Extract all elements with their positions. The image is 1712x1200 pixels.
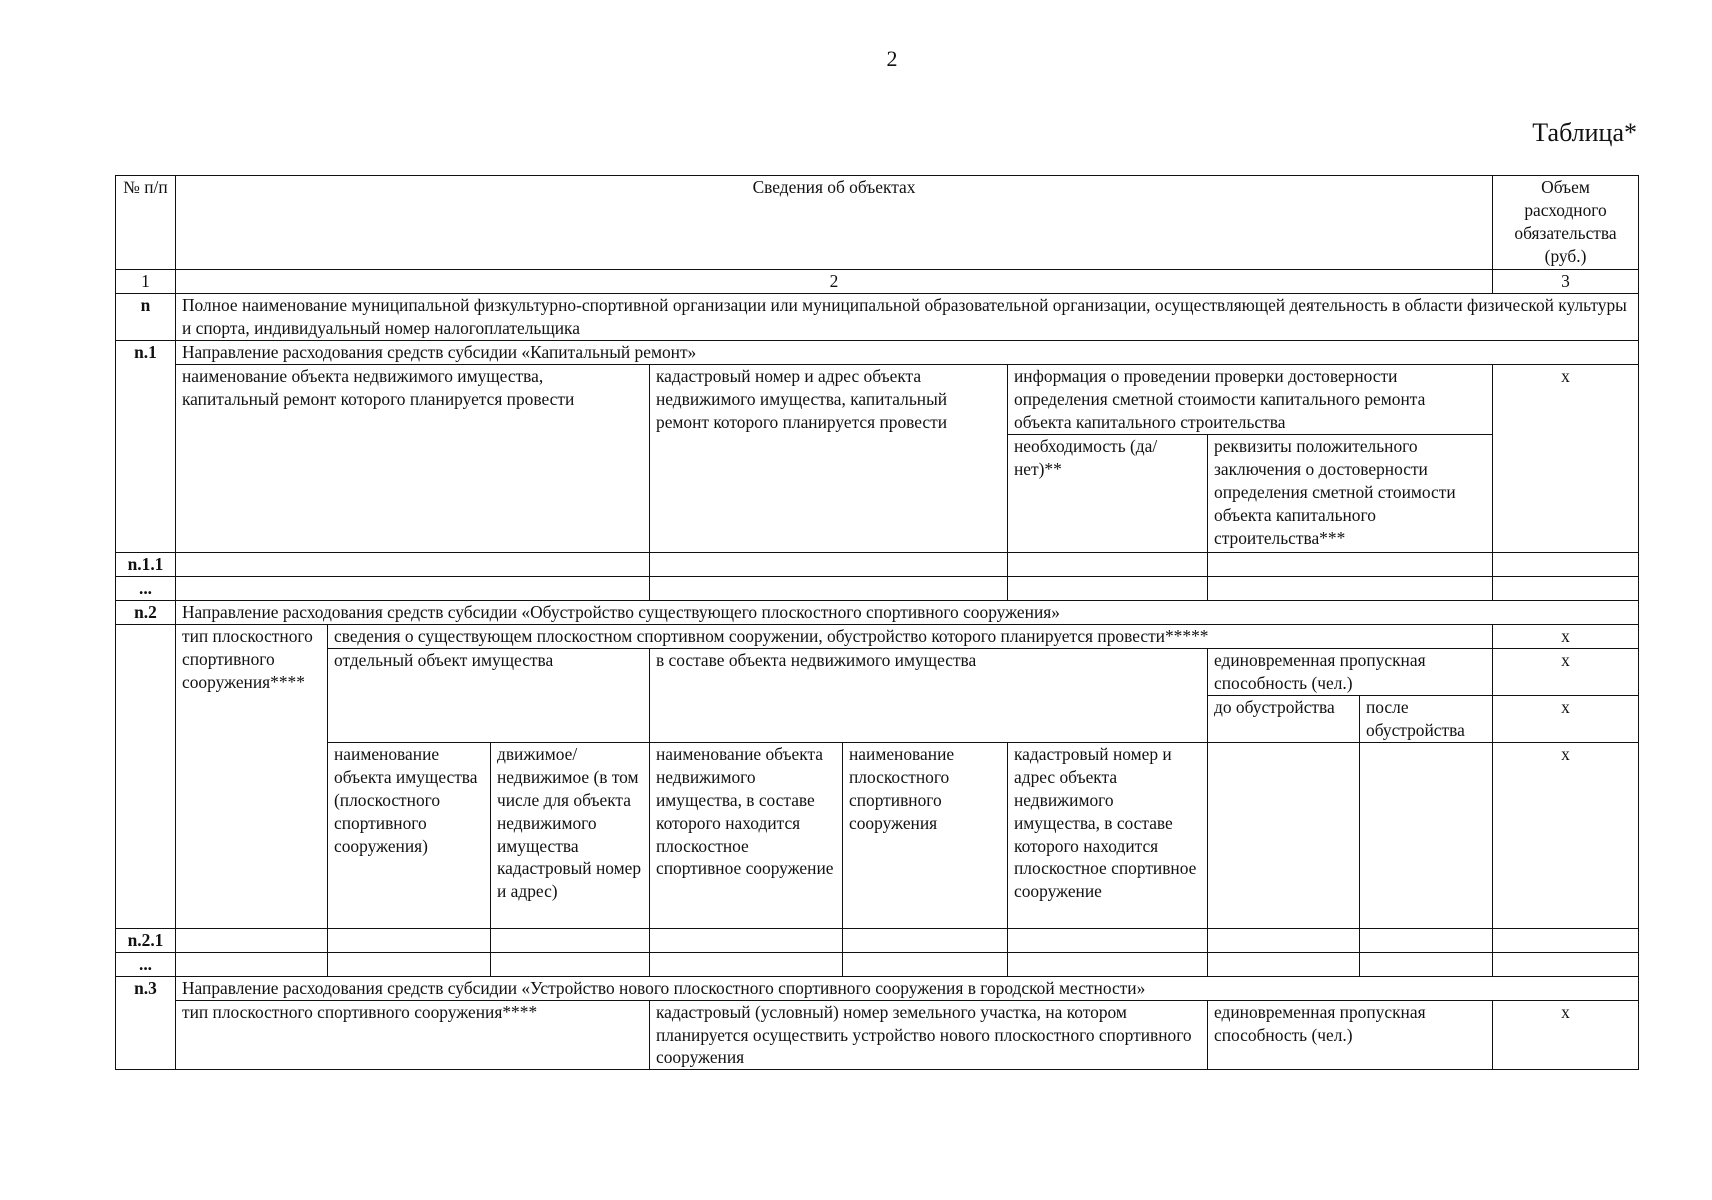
empty-cell — [843, 928, 1008, 952]
section-2-data-row — [116, 928, 1639, 952]
empty-cell — [328, 952, 491, 976]
empty-cell — [1008, 576, 1208, 600]
empty-cell — [328, 928, 491, 952]
section-2-x: x — [1493, 695, 1639, 742]
section-3-title-row — [116, 976, 1639, 1000]
section-2-x: x — [1493, 624, 1639, 648]
section-3-col-cadastral: кадастровый (условный) номер земельного участка, на котором планируется осуществить устройство нового плоскостного спортивного сооружения — [650, 1000, 1208, 1070]
section-3-col-type: тип плоскостного спортивного сооружения**** — [176, 1000, 650, 1070]
section-2-header-row — [116, 624, 1639, 648]
empty-cell — [1208, 952, 1360, 976]
table-title: Таблица* — [1532, 118, 1637, 147]
section-2-col-realty-name: наименование объекта недвижимого имущества, в составе которого находится плоскостное спортивное сооружение — [650, 742, 843, 928]
section-1-col-name: наименование объекта недвижимого имущества, капитальный ремонт которого планируется провести — [176, 364, 650, 552]
section-2-subheader-row — [116, 648, 1639, 695]
empty-cell — [1008, 552, 1208, 576]
section-2-col-separate: отдельный объект имущества — [328, 648, 650, 742]
section-2-col-info: сведения о существующем плоскостном спортивном сооружении, обустройство которого планируется провести***** — [328, 624, 1493, 648]
header-row — [116, 176, 1639, 270]
section-1-col-cadastral: кадастровый номер и адрес объекта недвижимого имущества, капитальный ремонт которого планируется провести — [650, 364, 1008, 552]
section-2-col-type: тип плоскостного спортивного сооружения**** — [176, 624, 328, 928]
section-2-ellipsis-row — [116, 952, 1639, 976]
organization-text: Полное наименование муниципальной физкультурно-спортивной организации или муниципальной образовательной организации, осуществляющей деятельность в области физической культуры и спорта, индивидуальный номер налогоплательщика — [176, 293, 1639, 340]
page-number: 2 — [886, 46, 898, 71]
section-3-title: Направление расходования средств субсидии «Устройство нового плоскостного спортивного сооружения в городской местности» — [176, 976, 1639, 1000]
section-3-header-row — [116, 1000, 1639, 1070]
section-1-ellipsis: ... — [116, 576, 176, 600]
section-3-num: n.3 — [116, 976, 176, 1070]
empty-cell — [650, 928, 843, 952]
empty-cell — [176, 928, 328, 952]
empty-cell — [1360, 928, 1493, 952]
section-2-col-after: после обустройства — [1360, 695, 1493, 742]
section-2-sub-num: n.2.1 — [116, 928, 176, 952]
empty-cell — [1008, 952, 1208, 976]
section-1-sub-num: n.1.1 — [116, 552, 176, 576]
section-2-spacer — [116, 624, 176, 928]
section-2-title-row — [116, 600, 1639, 624]
section-1-col-check: информация о проведении проверки достоверности определения сметной стоимости капитального ремонта объекта капитального строительства — [1008, 364, 1493, 434]
empty-cell — [1208, 576, 1493, 600]
section-2-col-before: до обустройства — [1208, 695, 1360, 742]
section-1-title: Направление расходования средств субсидии «Капитальный ремонт» — [176, 340, 1639, 364]
row-num-n: n — [116, 293, 176, 340]
section-3-x: x — [1493, 1000, 1639, 1070]
empty-cell — [1008, 928, 1208, 952]
empty-cell — [650, 552, 1008, 576]
empty-cell — [1493, 952, 1639, 976]
section-2-col-facility-name: наименование плоскостного спортивного сооружения — [843, 742, 1008, 928]
section-2-title: Направление расходования средств субсидии «Обустройство существующего плоскостного спортивного сооружения» — [176, 600, 1639, 624]
organization-row — [116, 293, 1639, 340]
empty-cell — [1208, 928, 1360, 952]
column-number-1: 1 — [116, 270, 176, 294]
empty-cell — [176, 552, 650, 576]
section-3-col-capacity: единовременная пропускная способность (чел.) — [1208, 1000, 1493, 1070]
empty-cell — [650, 952, 843, 976]
section-1-header-row — [116, 364, 1639, 434]
column-number-3: 3 — [1493, 270, 1639, 294]
column-number-2: 2 — [176, 270, 1493, 294]
empty-cell — [1360, 742, 1493, 928]
header-info: Сведения об объектах — [176, 176, 1493, 270]
empty-cell — [1493, 552, 1639, 576]
section-2-col-realty-cadastral: кадастровый номер и адрес объекта недвижимого имущества, в составе которого находится плоскостное спортивное сооружение — [1008, 742, 1208, 928]
section-2-col-within: в составе объекта недвижимого имущества — [650, 648, 1208, 742]
empty-cell — [1208, 552, 1493, 576]
section-2-x: x — [1493, 648, 1639, 695]
section-1-empty-row — [116, 576, 1639, 600]
header-amount: Объем расходного обязательства (руб.) — [1493, 176, 1639, 270]
empty-cell — [1493, 928, 1639, 952]
section-2-col-capacity: единовременная пропускная способность (чел.) — [1208, 648, 1493, 695]
empty-cell — [843, 952, 1008, 976]
empty-cell — [1208, 742, 1360, 928]
empty-cell — [176, 576, 650, 600]
empty-cell — [1360, 952, 1493, 976]
data-table — [115, 175, 1639, 1070]
empty-cell — [491, 928, 650, 952]
section-1-title-row — [116, 340, 1639, 364]
section-2-ellipsis: ... — [116, 952, 176, 976]
section-2-col-movable: движимое/ недвижимое (в том числе для объекта недвижимого имущества кадастровый номер и адрес) — [491, 742, 650, 928]
header-num: № п/п — [116, 176, 176, 270]
section-1-col-requisites: реквизиты положительного заключения о достоверности определения сметной стоимости объекта капитального строительства*** — [1208, 434, 1493, 552]
section-2-detail-row — [116, 742, 1639, 928]
column-number-row — [116, 270, 1639, 294]
section-2-col-obj-name: наименование объекта имущества (плоскостного спортивного сооружения) — [328, 742, 491, 928]
section-1-empty-row — [116, 552, 1639, 576]
section-2-num: n.2 — [116, 600, 176, 624]
section-1-num: n.1 — [116, 340, 176, 552]
section-2-x: x — [1493, 742, 1639, 928]
empty-cell — [650, 576, 1008, 600]
section-1-col-need: необходимость (да/нет)** — [1008, 434, 1208, 552]
empty-cell — [1493, 576, 1639, 600]
empty-cell — [491, 952, 650, 976]
empty-cell — [176, 952, 328, 976]
section-1-x: x — [1493, 364, 1639, 552]
